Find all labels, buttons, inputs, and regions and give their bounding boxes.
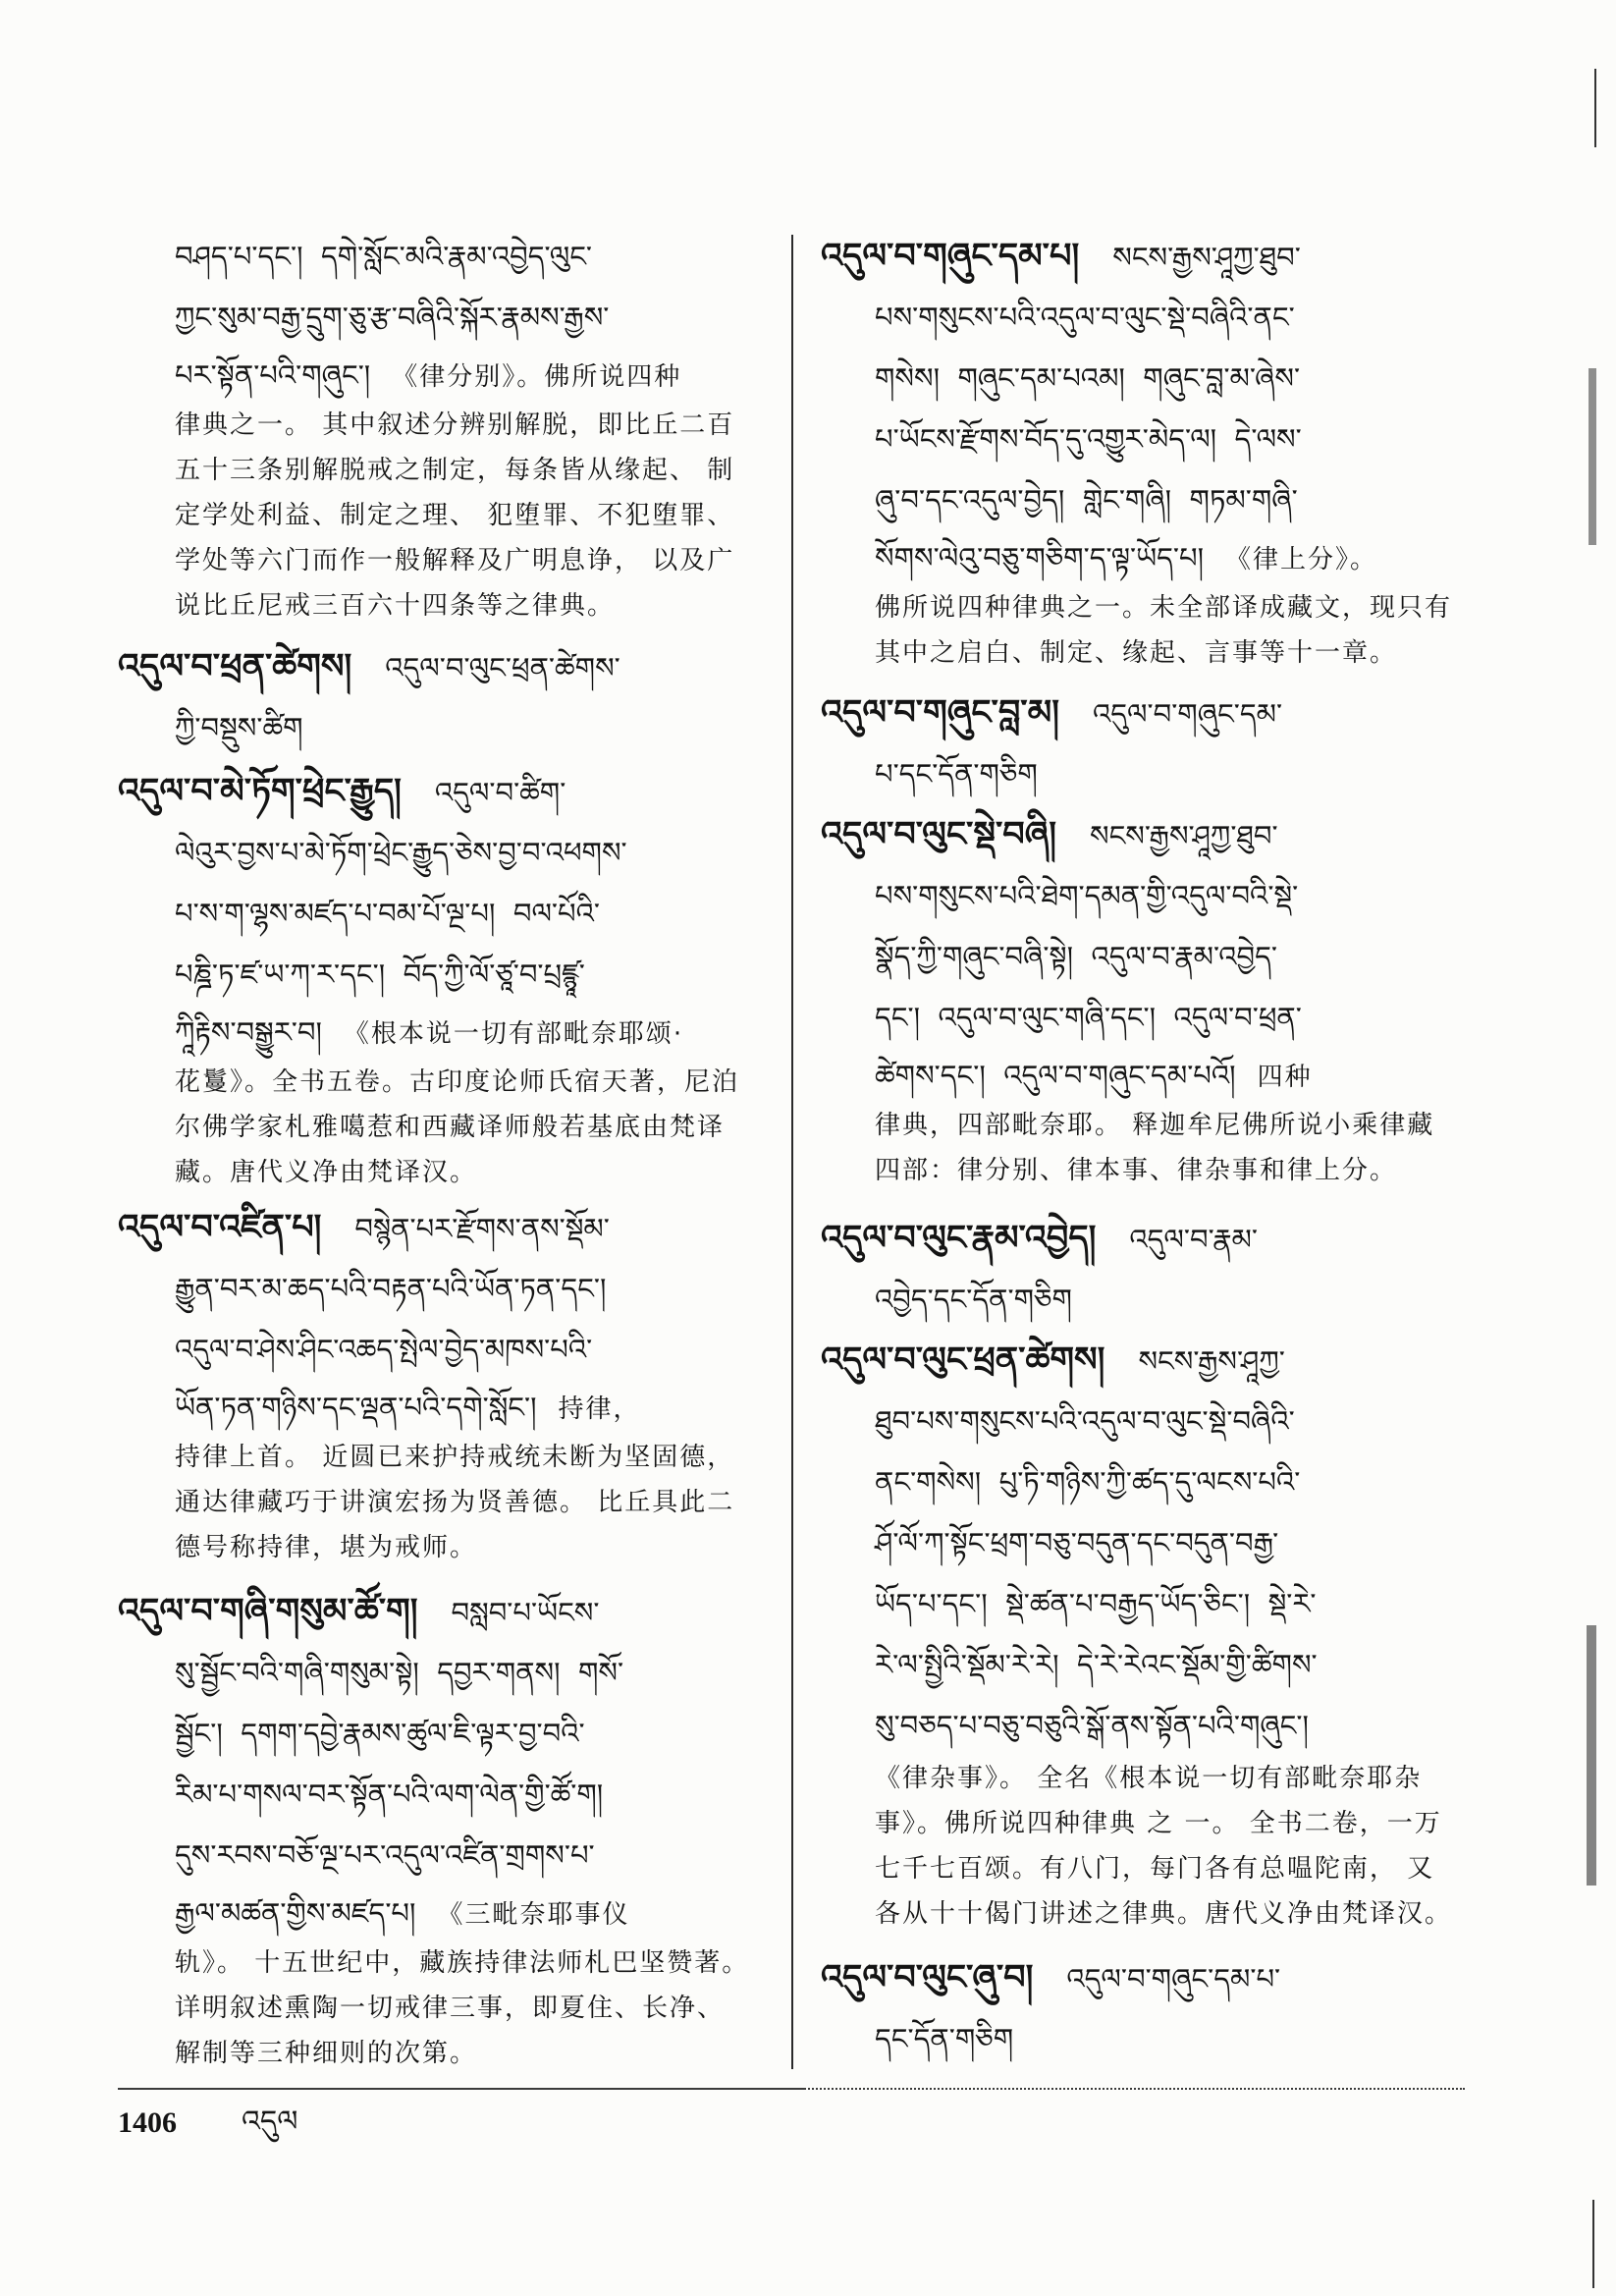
definition-text-chinese: 藏。唐代义净由梵译汉。 <box>175 1158 478 1187</box>
dictionary-entry <box>118 1197 758 1570</box>
definition-text: པ་དང་དོན་གཅིག <box>875 757 1038 791</box>
definition-text-chinese: 德号称持律，堪为戒师。 <box>175 1533 478 1562</box>
definition-line-chinese <box>118 448 758 493</box>
definition-text: འདུལ་བ་ཤེས་ཤིང་འཆད་སྤེལ་བྱེད་མཁས་པའི་ <box>175 1333 593 1366</box>
definition-text-chinese: 轨》。 十五世纪中，藏族持律法师札巴坚赞著。 <box>175 1948 750 1978</box>
definition-text: ཀྱང་སུམ་བརྒྱ་དྲུག་ཅུ་རྩ་བཞིའི་སྐོར་རྣམས་རྒྱས་ <box>175 301 610 334</box>
definition-text: སངས་རྒྱས་ཤཱཀྱ་ <box>1138 1344 1285 1378</box>
headword: འདུལ་བ་མེ་ཏོག་ཕྲེང་རྒྱུད། <box>118 772 402 811</box>
definition-text: འབྱེད་དང་དོན་གཅིག <box>875 1283 1072 1316</box>
definition-text-chinese: 定学处利益、制定之理、 犯堕罪、不犯堕罪、 <box>175 501 735 530</box>
definition-text: སྣོད་ཀྱི་གཞུང་བཞི་སྟེ། འདུལ་བ་རྣམ་འབྱེད་ <box>875 940 1277 973</box>
definition-text: འདུལ་བ་རྣམ་ <box>1129 1223 1259 1256</box>
definition-line-tibetan <box>821 409 1469 469</box>
definition-text-chinese: 花鬘》。全书五卷。古印度论师氏宿天著，尼泊 <box>175 1067 740 1097</box>
headword: འདུལ་བ་གཞི་གསུམ་ཚོ་ག། <box>118 1592 418 1631</box>
definition-text-chinese: 五十三条别解脱戒之制定，每条皆从缘起、 制 <box>175 456 735 485</box>
headword-line <box>118 1581 758 1642</box>
headword-line <box>118 636 758 697</box>
definition-text: ཞུ་བ་དང་འདུལ་བྱེད། གླེང་གཞི། གཏམ་གཞི་ <box>875 483 1298 517</box>
definition-text: འདུལ་བ་གཞུང་དམ་ <box>1092 697 1283 731</box>
definition-text: པར་སྟོན་པའི་གཞུང་། <box>175 358 371 392</box>
definition-line-mixed <box>821 530 1469 585</box>
right-column <box>821 0 1469 2296</box>
definition-text: དུས་རབས་བཅོ་ལྔ་པར་འདུལ་འཛིན་གྲགས་པ་ <box>175 1838 595 1872</box>
definition-text: བསླབ་པ་ཡོངས་ <box>451 1596 600 1629</box>
definition-line-chinese <box>118 1480 758 1525</box>
definition-text-chinese: 尔佛学家札雅噶惹和西藏译师般若基底由梵译 <box>175 1113 726 1142</box>
dictionary-entry-continued <box>118 226 758 629</box>
definition-line-tibetan <box>821 743 1469 804</box>
definition-text-chinese: 《律上分》。 <box>1225 545 1378 574</box>
definition-line-tibetan <box>821 1451 1469 1512</box>
definition-text: རྒྱལ་མཚན་གྱིས་མཛད་པ། <box>175 1896 416 1930</box>
definition-line-mixed <box>118 1380 758 1435</box>
headword: འདུལ་བ་གཞུང་བླ་མ། <box>821 693 1059 733</box>
definition-text-chinese: 持律， <box>558 1394 641 1424</box>
definition-line-tibetan <box>821 1512 1469 1573</box>
dictionary-entry <box>118 636 758 758</box>
dictionary-entry <box>821 683 1469 804</box>
scan-margin-mark <box>1587 1625 1596 1886</box>
dictionary-entry <box>821 804 1469 1193</box>
definition-line-tibetan <box>821 1269 1469 1330</box>
scan-margin-mark <box>1589 368 1596 545</box>
definition-line-tibetan <box>118 883 758 944</box>
dictionary-entry <box>821 1330 1469 1937</box>
definition-text: སྦྱོང་། དགག་དབྱེ་རྣམས་ཚུལ་ཇི་ལྟར་བྱ་བའི་ <box>175 1717 585 1750</box>
definition-line-tibetan <box>821 865 1469 926</box>
definition-text-chinese: 《律杂事》。 全名《根本说一切有部毗奈耶杂 <box>875 1764 1423 1793</box>
definition-text: དང་དོན་གཅིག <box>875 2022 1014 2055</box>
definition-text-chinese: 律典，四部毗奈耶。 释迦牟尼佛所说小乘律藏 <box>875 1111 1435 1140</box>
dictionary-entry <box>118 761 758 1195</box>
definition-line-tibetan <box>118 1764 758 1825</box>
definition-line-tibetan <box>118 944 758 1005</box>
definition-line-chinese <box>821 1846 1469 1891</box>
definition-line-chinese <box>118 403 758 448</box>
definition-text: བསྙེན་པར་རྫོགས་ནས་སྡོམ་ <box>354 1212 610 1245</box>
definition-text-chinese: 七千七百颂。有八门，每门各有总嗢陀南， 又 <box>875 1854 1435 1884</box>
dictionary-entry <box>118 1581 758 2076</box>
headword-line <box>118 761 758 822</box>
definition-line-tibetan <box>821 2008 1469 2069</box>
column-divider <box>791 235 793 2069</box>
definition-line-chinese <box>118 493 758 538</box>
definition-text: འདུལ་བ་ལུང་ཕྲན་ཚེགས་ <box>385 651 620 684</box>
definition-line-chinese <box>118 1060 758 1105</box>
definition-text: འདུལ་བ་གཞུང་དམ་པ་ <box>1066 1962 1281 1995</box>
definition-line-mixed <box>118 1886 758 1941</box>
definition-text: འདུལ་བ་ཚིག་ <box>434 776 566 809</box>
definition-text-chinese: 详明叙述熏陶一切戒律三事，即夏住、长净、 <box>175 1994 726 2023</box>
definition-text-chinese: 说比丘尼戒三百六十四条等之律典。 <box>175 591 616 621</box>
definition-line-tibetan <box>118 226 758 287</box>
headword-line <box>821 1330 1469 1391</box>
definition-line-chinese <box>821 1756 1469 1801</box>
definition-line-tibetan <box>118 1642 758 1703</box>
definition-text-chinese: 《律分别》。佛所说四种 <box>392 362 682 392</box>
definition-text: སངས་རྒྱས་ཤཱཀྱ་ཐུབ་ <box>1112 241 1301 274</box>
definition-line-tibetan <box>118 1258 758 1319</box>
definition-text: པཎྜི་ཏ་ཛ་ཡ་ཀ་ར་དང་། བོད་ཀྱི་ལོ་ཙཱ་བ་པྲཛྙཱ་ <box>175 957 585 991</box>
definition-text-chinese: 《三毗奈耶事仪 <box>437 1900 630 1930</box>
definition-line-chinese <box>118 1435 758 1480</box>
definition-text-chinese: 《根本说一切有部毗奈耶颂· <box>343 1019 684 1049</box>
headword: འདུལ་བ་ལུང་རྣམ་འབྱེད། <box>821 1219 1097 1258</box>
headword: འདུལ་བ་ལུང་ཞུ་བ། <box>821 1958 1034 1997</box>
headword: འདུལ་བ་ཕྲན་ཚེགས། <box>118 647 352 686</box>
definition-line-chinese <box>821 630 1469 676</box>
headword-line <box>821 1208 1469 1269</box>
definition-text-chinese: 佛所说四种律典之一。未全部译成藏文，现只有 <box>875 593 1453 623</box>
definition-line-tibetan <box>821 1634 1469 1695</box>
definition-text: ཀྱི་བསྡུས་ཚིག <box>175 711 303 744</box>
running-head: འདུལ <box>242 2105 298 2139</box>
headword: འདུལ་བ་ལུང་ཕྲན་ཚེགས། <box>821 1340 1105 1380</box>
definition-line-chinese <box>118 1150 758 1195</box>
scan-margin-mark <box>1592 2200 1594 2288</box>
definition-text: སངས་རྒྱས་ཤཱཀྱ་ཐུབ་ <box>1090 819 1278 852</box>
page-number: 1406 <box>118 2106 177 2139</box>
definition-text: ཀཱིརྟིས་བསྒྱུར་བ། <box>175 1015 322 1049</box>
dictionary-entry <box>821 226 1469 676</box>
definition-text-chinese: 其中之启白、制定、缘起、言事等十一章。 <box>875 638 1398 668</box>
definition-text: ཤོ་ལོ་ཀ་སྟོང་ཕྲག་བཅུ་བདུན་དང་བདུན་བརྒྱ་ <box>875 1526 1279 1559</box>
definition-line-chinese <box>118 1105 758 1150</box>
definition-line-chinese <box>821 1103 1469 1148</box>
definition-text: ནང་གསེས། པུ་ཏི་གཉིས་ཀྱི་ཚད་དུ་ལངས་པའི་ <box>875 1465 1301 1499</box>
definition-text-chinese: 解制等三种细则的次第。 <box>175 2039 478 2068</box>
definition-text-chinese: 四部：律分别、律本事、律杂事和律上分。 <box>875 1156 1398 1185</box>
definition-text: ཡོད་པ་དང་། སྡེ་ཚན་པ་བརྒྱད་ཡོད་ཅིང་། སྡེ་རེ་ <box>875 1587 1317 1620</box>
definition-line-chinese <box>118 538 758 583</box>
dictionary-entry <box>821 1947 1469 2069</box>
definition-text: རིམ་པ་གསལ་བར་སྟོན་པའི་ལག་ལེན་གྱི་ཚོ་ག། <box>175 1777 604 1811</box>
definition-line-mixed <box>118 1005 758 1060</box>
definition-line-tibetan <box>821 1391 1469 1451</box>
definition-text: སོགས་ལེའུ་བཅུ་གཅིག་ད་ལྟ་ཡོད་པ། <box>875 541 1205 574</box>
definition-text: ཐུབ་པས་གསུངས་པའི་འདུལ་བ་ལུང་སྡེ་བཞིའི་ <box>875 1404 1295 1438</box>
definition-text: སུ་སྦྱོང་བའི་གཞི་གསུམ་སྟེ། དབྱར་གནས། གསོ་ <box>175 1656 624 1689</box>
definition-text: གསེས། གཞུང་དམ་པའམ། གཞུང་བླ་མ་ཞེས་ <box>875 361 1301 395</box>
definition-line-chinese <box>118 1986 758 2031</box>
definition-line-chinese <box>821 1148 1469 1193</box>
headword-line <box>821 1947 1469 2008</box>
definition-text: དང་། འདུལ་བ་ལུང་གཞི་དང་། འདུལ་བ་ཕྲན་ <box>875 1001 1302 1034</box>
definition-text: སུ་བཅད་པ་བཅུ་བཅུའི་སྒོ་ནས་སྟོན་པའི་གཞུང་། <box>875 1709 1309 1742</box>
definition-text: པ་ས་ག་ལྷས་མཛད་པ་བམ་པོ་ལྔ་པ། བལ་པོའི་ <box>175 897 600 930</box>
definition-text: ཡོན་ཏན་གཉིས་དང་ལྡན་པའི་དགེ་སློང་། <box>175 1391 537 1424</box>
definition-text: པས་གསུངས་པའི་འདུལ་བ་ལུང་སྡེ་བཞིའི་ནང་ <box>875 301 1295 334</box>
headword: འདུལ་བ་ལུང་སྡེ་བཞི། <box>821 815 1056 854</box>
definition-line-chinese <box>118 583 758 629</box>
definition-text-chinese: 学处等六门而作一般解释及广明息诤， 以及广 <box>175 546 735 575</box>
definition-line-tibetan <box>118 1319 758 1380</box>
definition-line-chinese <box>118 2031 758 2076</box>
definition-line-tibetan <box>821 987 1469 1048</box>
definition-text: རེ་ལ་སྤྱིའི་སྡོམ་རེ་རེ། དེ་རེ་རེའང་སྡོམ་གྱི་ཚིགས་ <box>875 1648 1318 1681</box>
definition-line-tibetan <box>821 926 1469 987</box>
definition-text-chinese: 持律上首。 近圆已来护持戒统未断为坚固德， <box>175 1443 735 1472</box>
definition-text-chinese: 通达律藏巧于讲演宏扬为贤善德。 比丘具此二 <box>175 1488 735 1517</box>
footer-rule-solid-segment <box>118 2088 805 2090</box>
headword-line <box>821 804 1469 865</box>
definition-line-tibetan <box>118 287 758 348</box>
definition-line-mixed <box>821 1048 1469 1103</box>
definition-line-tibetan <box>821 469 1469 530</box>
definition-line-chinese <box>118 1941 758 1986</box>
dictionary-entry <box>821 1208 1469 1330</box>
definition-text: ལེའུར་བྱས་པ་མེ་ཏོག་ཕྲེང་རྒྱུད་ཅེས་བྱ་བ་འཕགས་ <box>175 836 627 869</box>
definition-line-tibetan <box>821 1695 1469 1756</box>
definition-line-tibetan <box>821 1573 1469 1634</box>
headword: འདུལ་བ་གཞུང་དམ་པ། <box>821 237 1080 276</box>
definition-text-chinese: 事》。佛所说四种律典 之 一。 全书二卷，一万 <box>875 1809 1442 1838</box>
definition-text: ཚེགས་དང་། འདུལ་བ་གཞུང་དམ་པའོ། <box>875 1059 1236 1092</box>
definition-text: པས་གསུངས་པའི་ཐེག་དམན་གྱི་འདུལ་བའི་སྡེ་ <box>875 879 1299 912</box>
definition-line-tibetan <box>118 822 758 883</box>
definition-text-chinese: 律典之一。 其中叙述分辨别解脱，即比丘二百 <box>175 410 735 440</box>
left-column <box>118 0 758 2296</box>
definition-line-tibetan <box>118 1825 758 1886</box>
scan-margin-mark <box>1594 69 1596 147</box>
headword: འདུལ་བ་འཛིན་པ། <box>118 1208 322 1247</box>
definition-line-tibetan <box>821 287 1469 348</box>
definition-text-chinese: 各从十十偈门讲述之律典。唐代义净由梵译汉。 <box>875 1899 1453 1929</box>
definition-text: རྒྱུན་བར་མ་ཆད་པའི་བརྟན་པའི་ཡོན་ཏན་དང་། <box>175 1272 607 1305</box>
definition-text: པ་ཡོངས་རྫོགས་བོད་དུ་འགྱུར་མེད་ལ། དེ་ལས་ <box>875 422 1302 456</box>
headword-line <box>821 683 1469 743</box>
headword-line <box>821 226 1469 287</box>
definition-line-chinese <box>821 1801 1469 1846</box>
definition-text: བཤད་པ་དང་། དགེ་སློང་མའི་རྣམ་འབྱེད་ལུང་ <box>175 240 593 273</box>
definition-line-mixed <box>118 348 758 403</box>
definition-line-tibetan <box>821 348 1469 409</box>
definition-line-tibetan <box>118 1703 758 1764</box>
definition-line-chinese <box>821 1891 1469 1937</box>
definition-line-chinese <box>821 585 1469 630</box>
headword-line <box>118 1197 758 1258</box>
definition-line-chinese <box>118 1525 758 1570</box>
definition-line-tibetan <box>118 697 758 758</box>
definition-text-chinese: 四种 <box>1257 1063 1313 1092</box>
